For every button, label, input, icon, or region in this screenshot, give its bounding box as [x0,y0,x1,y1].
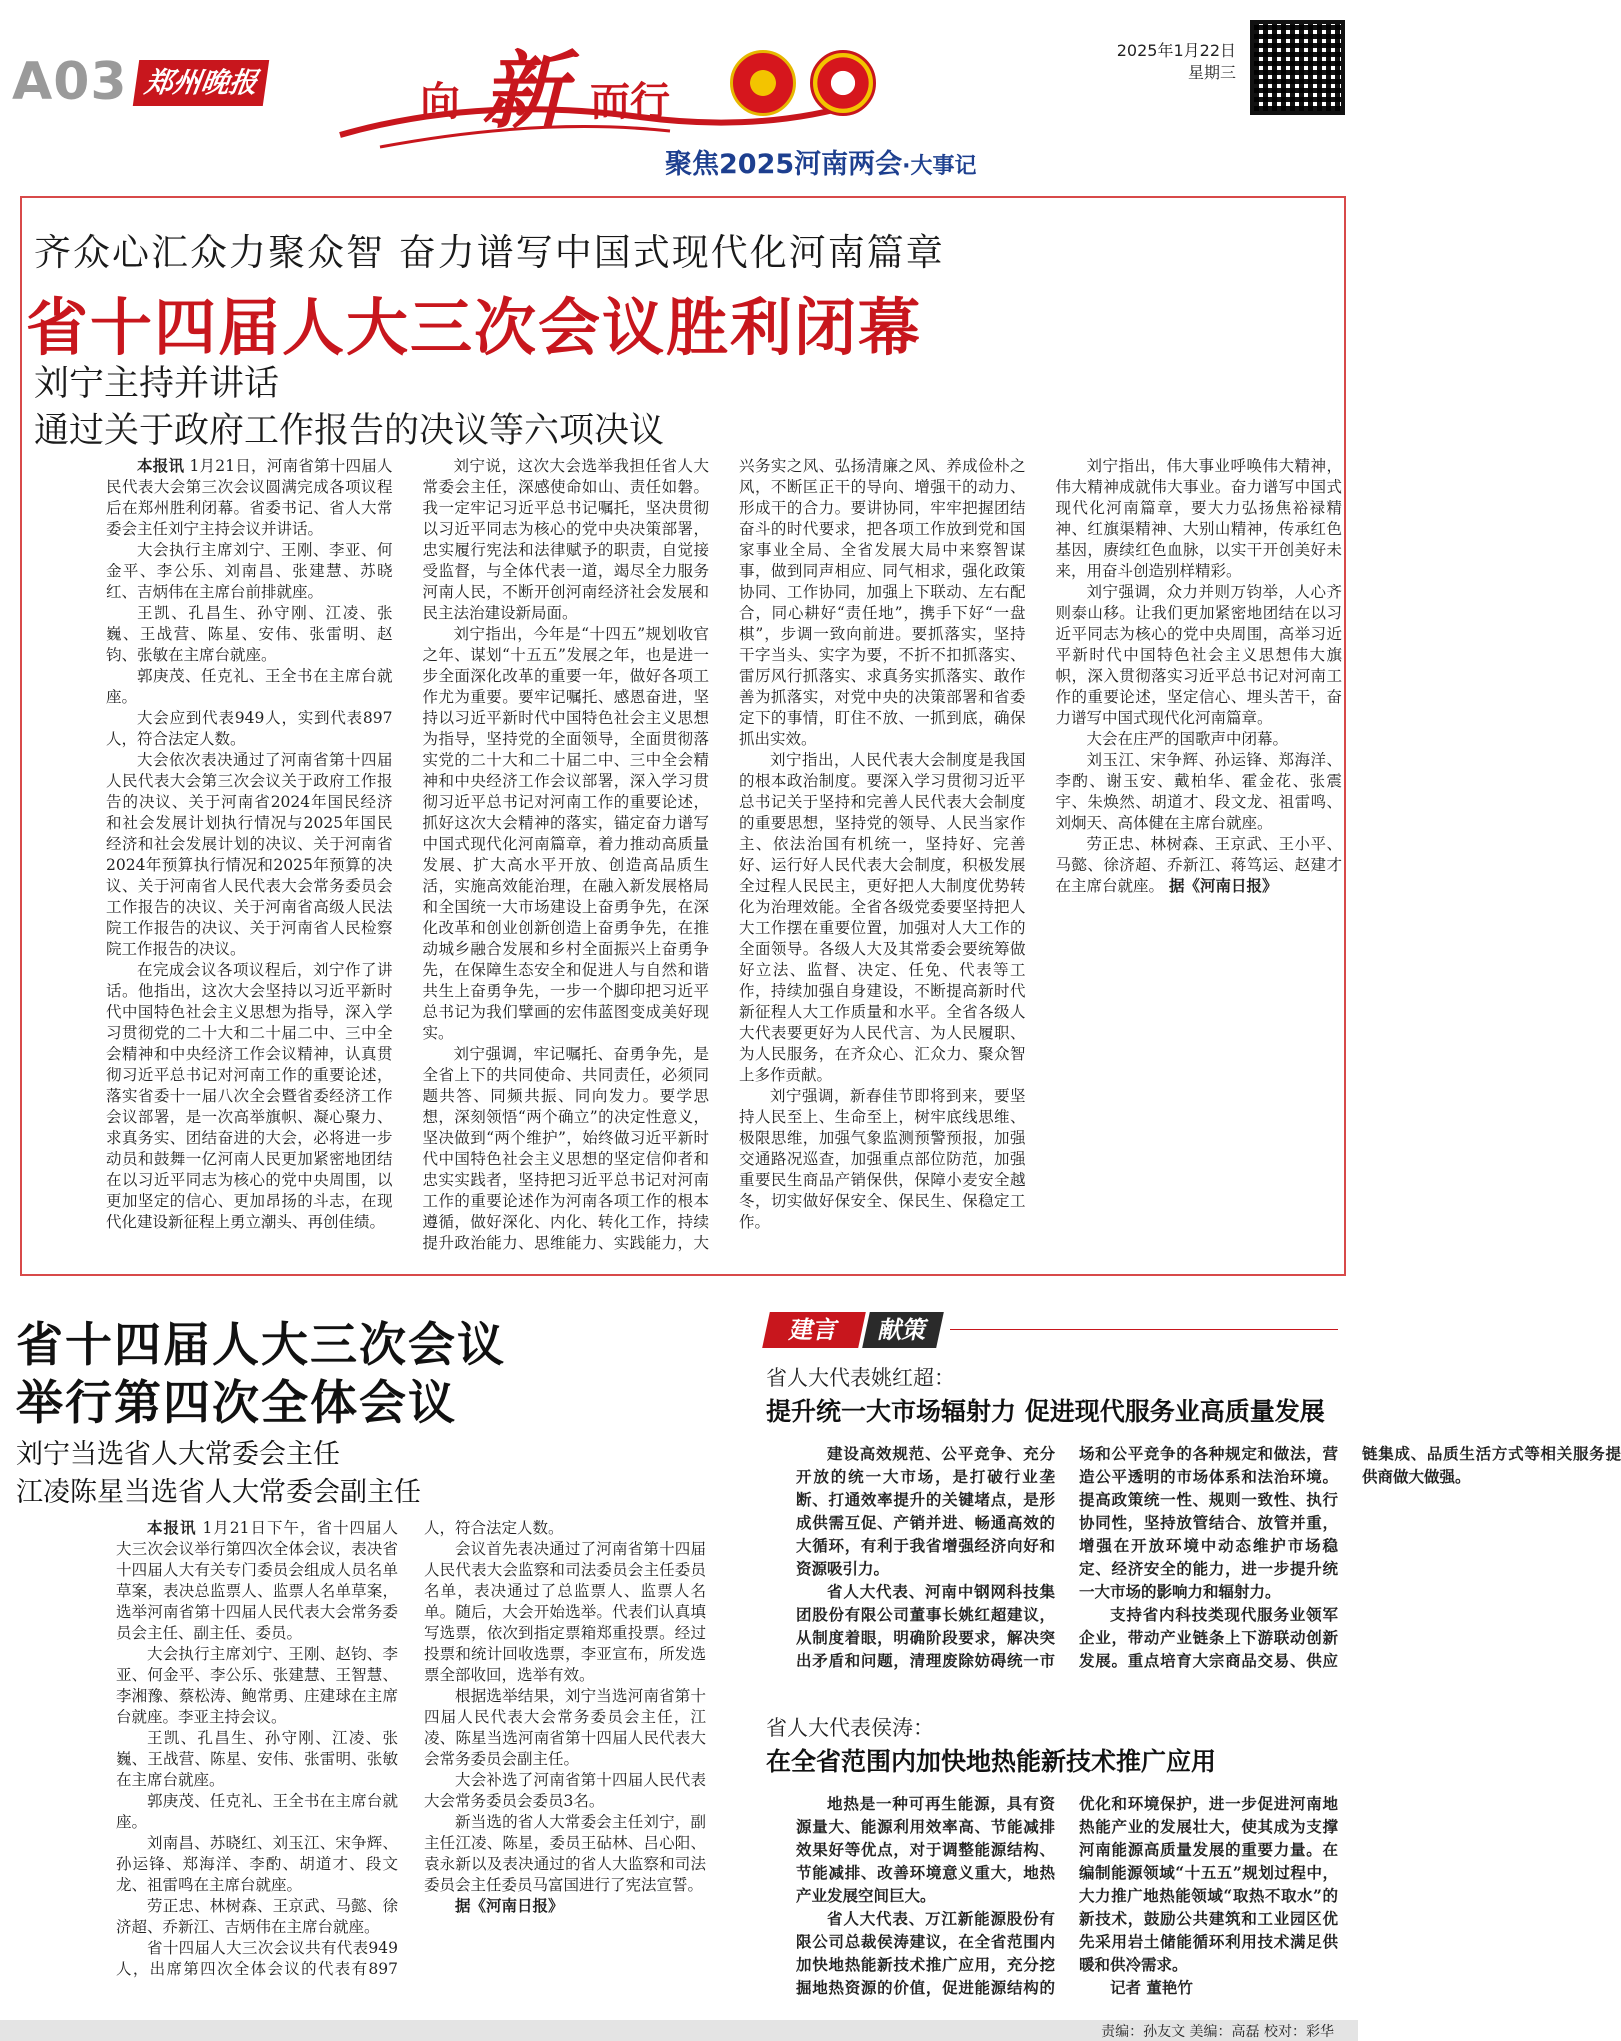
focus-title-sub: ·大事记 [902,154,977,179]
article2-paragraph: 根据选举结果，刘宁当选河南省第十四届人民代表大会常务委员会主任，江凌、陈星当选河南省第十四届人民代表大会常务委员会副主任。 [424,1687,706,1768]
piece2-reporter: 记者 董艳竹 [1110,1979,1193,1997]
article2-lead: 本报讯 [147,1519,197,1537]
article1-lead: 本报讯 [137,457,185,475]
article1-title: 省十四届人大三次会议胜利闭幕 [26,291,923,364]
piece1-paragraph: 建设高效规范、公平竞争、充分开放的统一大市场，是打破行业垄断、打通效率提升的关键堵点，是形成供需互促、产销并进、畅通高效的大循环，有利于我省增强经济向好和资源吸引力。 [796,1444,1055,1578]
article2-title-line1: 省十四届人大三次会议 [16,1318,506,1373]
advice-banner-part2: 献策 [862,1312,944,1348]
article2-paragraph: 郭庚茂、任克礼、王全书在主席台就座。 [116,1792,398,1831]
article1-paragraph: 刘宁指出，伟大事业呼唤伟大精神，伟大精神成就伟大事业。奋力谱写中国式现代化河南篇章，要大力弘扬焦裕禄精神、红旗渠精神、大别山精神，传承红色基因，赓续红色血脉，以实干开创美好未来，用奋斗创造别样精彩。 [1055,457,1342,580]
footer-bar [0,2020,1358,2041]
article2-paragraph: 王凯、孔昌生、孙守刚、江凌、张巍、王战营、陈星、安伟、张雷明、张敏在主席台就座。 [116,1729,398,1789]
date-block [1116,40,1236,84]
cppcc-emblem-icon [810,50,876,116]
article1-paragraph: 王凯、孔昌生、孙守刚、江凌、张巍、王战营、陈星、安伟、张雷明、赵钧、张敏在主席台就座。 [106,604,393,664]
piece1-body [796,1442,1621,1692]
article1-paragraph: 刘宁强调，牢记嘱托、奋勇争先，是全省上下的共同使命、共同责任，必须同题共答、同频共振、同向发力。要学思想，深刻领悟“两个确立”的决定性意义，坚决做到“两个维护”，始终做习近平新时代中国特色社会主义思想的坚定信仰者和忠实实践者，坚持把习近平总书记对河南工作的重要论述作为河南各项工作的根本遵循，做好深化、内化、转化工作，持续提升政治能力、思维能力、实践能力，大兴务实之风、弘扬清廉之风、养成俭朴之风，不断匡正干的导向、增强干的动力、形成干的合力。要讲协同，牢牢把握团结奋斗的时代要求，把各项工作放到党和国家事业全局、全省发展大局中来察智谋事，做到同声相应、同气相求，强化政策协同、工作协同，加强上下联动、左右配合，同心耕好“责任地”，携手下好“一盘棋”，步调一致向前进。要抓落实，坚持干字当头、实字为要，不折不扣抓落实、雷厉风行抓落实、求真务实抓落实、敢作善为抓落实，对党中央的决策部署和省委定下的事情，盯住不放、一抓到底，确保抓出实效。 [422,457,1026,1252]
article1-paragraph: 劳正忠、林树森、王京武、王小平、马懿、徐济超、乔新江、蒋笃运、赵建才在主席台就座。 据《河南日报》 [1055,835,1342,895]
article2-paragraph: 刘南昌、苏晓红、刘玉江、宋争辉、孙运锋、郑海洋、李酌、胡道才、段文龙、祖雷鸣在主席台就座。 [116,1834,398,1894]
piece1-kicker: 省人大代表姚红超： [766,1366,955,1390]
focus-title-main: 聚焦2025河南两会 [665,149,903,180]
article1-subtitle-1: 刘宁主持并讲话 [34,364,280,404]
focus-title [665,142,977,181]
piece1-title: 提升统一大市场辐射力 促进现代服务业高质量发展 [766,1397,1325,1426]
article2-subtitle-1: 刘宁当选省人大常委会主任 [16,1439,340,1470]
advice-banner [766,1312,946,1348]
piece1-paragraph: 支持省内科技类现代服务业领军企业，带动产业链条上下游联动创新发展。重点培育大宗商品交易、供应链集成、品质生活方式等相关服务提供商做大做强。 [1079,1444,1621,1670]
article2-source-line [424,1896,706,1917]
article1-kicker: 齐众心汇众力聚众智 奋力谱写中国式现代化河南篇章 [34,231,945,274]
article2-subtitle-2: 江凌陈星当选省人大常委会副主任 [16,1477,421,1508]
slogan-part2: 新 [482,41,567,140]
paper-logo: 郑州晚报 [133,60,269,106]
piece2-kicker: 省人大代表侯涛： [766,1716,934,1740]
piece2-paragraph: 省人大代表、万江新能源股份有限公司总裁侯涛建议，在全省范围内加快地热能新技术推广应用，充分挖掘地热资源的价值，促进能源结构的优化和环境保护，进一步促进河南地热能产业的发展壮大，使其成为支撑河南能源高质量发展的重要力量。在编制能源领域“十五五”规划过程中，大力推广地热能领域“取热不取水”的新技术，鼓励公共建筑和工业园区优先采用岩土储能循环利用技术满足供暖和供冷需求。 [796,1794,1338,1997]
advice-banner-part1: 建言 [762,1312,866,1348]
article1-paragraph: 大会应到代表949人，实到代表897人，符合法定人数。 [106,709,393,748]
article1-paragraph: 刘宁指出，人民代表大会制度是我国的根本政治制度。要深入学习贯彻习近平总书记关于坚持和完善人民代表大会制度的重要思想，坚持党的领导、人民当家作主、依法治国有机统一，坚持好、完善好、运行好人民代表大会制度，积极发展全过程人民民主，更好把人大制度优势转化为治理效能。全省各级党委要坚持把人大工作摆在重要位置，加强对人大工作的全面领导。各级人大及其常委会要统筹做好立法、监督、决定、任免、代表等工作，持续加强自身建设，不断提高新时代新征程人大工作质量和水平。全省各级人大代表要更好为人民代言、为人民履职、为人民服务，在齐众心、汇众力、聚众智上多作贡献。 [739,751,1026,1084]
article2-body [116,1518,706,1998]
article2-paragraph: 会议首先表决通过了河南省第十四届人民代表大会监察和司法委员会主任委员名单，表决通过了总监票人、监票人名单。随后，大会开始选举。代表们认真填写选票，依次到指定票箱郑重投票。经过投票和统计回收选票，李亚宣布，所发选票全部收回，选举有效。 [424,1540,706,1684]
article1-source: 据《河南日报》 [1168,877,1278,895]
article2-paragraph: 新当选的省人大常委会主任刘宁，副主任江凌、陈星，委员王砧林、吕心阳、袁永新以及表决通过的省人大监察和司法委员会主任委员马富国进行了宪法宣誓。 [424,1813,706,1894]
article1-paragraph: 刘宁强调，众力并则万钧举，人心齐则泰山移。让我们更加紧密地团结在以习近平同志为核心的党中央周围，高举习近平新时代中国特色社会主义思想伟大旗帜，深入贯彻落实习近平总书记对河南工作的重要论述，坚定信心、埋头苦干，奋力谱写中国式现代化河南篇章。 [1055,583,1342,727]
article1-paragraph: 郭庚茂、任克礼、王全书在主席台就座。 [106,667,393,706]
article1-paragraph: 大会执行主席刘宁、王刚、李亚、何金平、李公乐、刘南昌、张建慧、苏晓红、吉炳伟在主席台前排就座。 [106,541,393,601]
advice-section [760,1300,1621,2020]
advice-divider [950,1329,1338,1330]
article1-paragraph: 刘宁强调，新春佳节即将到来，要坚持人民至上、生命至上，树牢底线思维、极限思维，加强气象监测预警预报，加强交通路况巡查，加强重点部位防范，加强重要民生商品产销保供，保障小麦安全越冬，切实做好保安全、保民生、保稳定工作。 [739,1087,1026,1231]
slogan-part3: 而行 [590,79,670,125]
piece2-body [796,1792,1338,2010]
piece2-title: 在全省范围内加快地热能新技术推广应用 [766,1747,1217,1776]
article1-paragraph: 刘宁说，这次大会选举我担任省人大常委会主任，深感使命如山、责任如磐。我一定牢记习近平总书记嘱托，坚决贯彻以习近平同志为核心的党中央决策部署，忠实履行宪法和法律赋予的职责，自觉接受监督，与全体代表一道，竭尽全力服务河南人民，不断开创河南经济社会发展和民主法治建设新局面。 [422,457,709,622]
article2-paragraph: 本报讯 1月21日下午，省十四届人大三次会议举行第四次全体会议，表决省十四届人大有关专门委员会组成人员名单草案，表决总监票人、监票人名单草案，选举河南省第十四届人民代表大会常务委员会主任、副主任、委员。 [116,1519,398,1642]
article1-paragraph: 大会在庄严的国歌声中闭幕。 [1086,730,1289,748]
article2-paragraph: 大会补选了河南省第十四届人民代表大会常务委员会委员3名。 [424,1771,706,1810]
article1-paragraph: 在完成会议各项议程后，刘宁作了讲话。他指出，这次大会坚持以习近平新时代中国特色社会主义思想为指导，深入学习贯彻党的二十大和二十届二中、三中全会精神和中央经济工作会议精神，认真贯彻习近平总书记对河南工作的重要论述，落实省委十一届八次全会暨省委经济工作会议部署，是一次高举旗帜、凝心聚力、求真务实、团结奋进的大会，必将进一步动员和鼓舞一亿河南人民更加紧密地团结在以习近平同志为核心的党中央周围，以更加坚定的信心、更加昂扬的斗志，在现代化建设新征程上勇立潮头、再创佳绩。 [106,961,393,1231]
article1-paragraph: 大会依次表决通过了河南省第十四届人民代表大会第三次会议关于政府工作报告的决议、关于河南省2024年国民经济和社会发展计划执行情况与2025年国民经济和社会发展计划的决议、关于河南省2024年预算执行情况和2025年预算的决议、关于河南省人民代表大会常务委员会工作报告的决议、关于河南省高级人民法院工作报告的决议、关于河南省人民检察院工作报告的决议。 [106,751,393,958]
article1-paragraph: 本报讯 1月21日，河南省第十四届人民代表大会第三次会议圆满完成各项议程后在郑州胜利闭幕。省委书记、省人大常委会主任刘宁主持会议并讲话。 [106,457,393,538]
article2-paragraph: 省十四届人大三次会议共有代表949人，出席第四次全体会议的代表有897人，符合法定人数。 [116,1519,564,1978]
article2-source: 据《河南日报》 [455,1897,564,1915]
article2-title-line2: 举行第四次全体会议 [16,1376,457,1431]
piece1-paragraph: 省人大代表、河南中钢网科技集团股份有限公司董事长姚红超建议，从制度着眼，明确阶段要求，解决突出矛盾和问题，清理废除妨碍统一市场和公平竞争的各种规定和做法，营造公平透明的市场体系和法治环境。提高政策统一性、规则一致性、执行协同性，坚持放管结合、放管并重，增强在开放环境中动态维护市场稳定、经济安全的能力，进一步提升统一大市场的影响力和辐射力。 [796,1444,1338,1670]
article1-body [106,456,1342,1266]
article-fourth-plenary [0,1290,740,2010]
page-number: A03 [12,52,128,112]
slogan-part1: 向 [420,79,460,125]
article2-paragraph: 大会执行主席刘宁、王刚、赵钧、李亚、何金平、李公乐、张建慧、王智慧、李湘豫、蔡松涛、鲍常勇、庄建球在主席台就座。李亚主持会议。 [116,1645,398,1726]
national-emblem-icon [730,50,796,116]
article1-subtitle-2: 通过关于政府工作报告的决议等六项决议 [34,411,665,451]
piece2-paragraph: 地热是一种可再生能源，具有资源量大、能源利用效率高、节能减排效果好等优点，对于调整能源结构、节能减排、改善环境意义重大，地热产业发展空间巨大。 [796,1794,1055,1905]
article-closing-session [20,196,1346,1276]
qr-code-icon [1250,20,1345,115]
article1-paragraph: 刘宁指出，今年是“十四五”规划收官之年、谋划“十五五”发展之年，也是进一步全面深化改革的重要一年，做好各项工作尤为重要。要牢记嘱托、感恩奋进，坚持以习近平新时代中国特色社会主义思想为指导，坚持党的全面领导，全面贯彻落实党的二十大和二十届二中、三中全会精神和中央经济工作会议部署，深入学习贯彻习近平总书记对河南工作的重要论述，抓好这次大会精神的落实，锚定奋力谱写中国式现代化河南篇章，着力推动高质量发展、扩大高水平开放、创造高品质生活，实施高效能治理，在融入新发展格局和全国统一大市场建设上奋勇争先，在深化改革和创业创新创造上奋勇争先，在推动城乡融合发展和乡村全面振兴上奋勇争先，在保障生态安全和促进人与自然和谐共生上奋勇争先，一步一个脚印把习近平总书记为我们擘画的宏伟蓝图变成美好现实。 [422,625,709,1042]
article2-paragraph: 劳正忠、林树森、王京武、马懿、徐济超、乔新江、吉炳伟在主席台就座。 [116,1897,398,1936]
issue-date: 2025年1月22日 [1116,41,1236,60]
footer-credits: 责编：孙友文 美编：高磊 校对：彩华 [1101,2024,1334,2040]
piece2-reporter-line [1079,1976,1338,2000]
article1-paragraph: 刘玉江、宋争辉、孙运锋、郑海洋、李酌、谢玉安、戴柏华、霍金花、张震宇、朱焕然、胡道才、段文龙、祖雷鸣、刘炯天、高体健在主席台就座。 [1055,751,1342,832]
issue-weekday: 星期三 [1187,63,1236,82]
masthead [0,0,1358,185]
